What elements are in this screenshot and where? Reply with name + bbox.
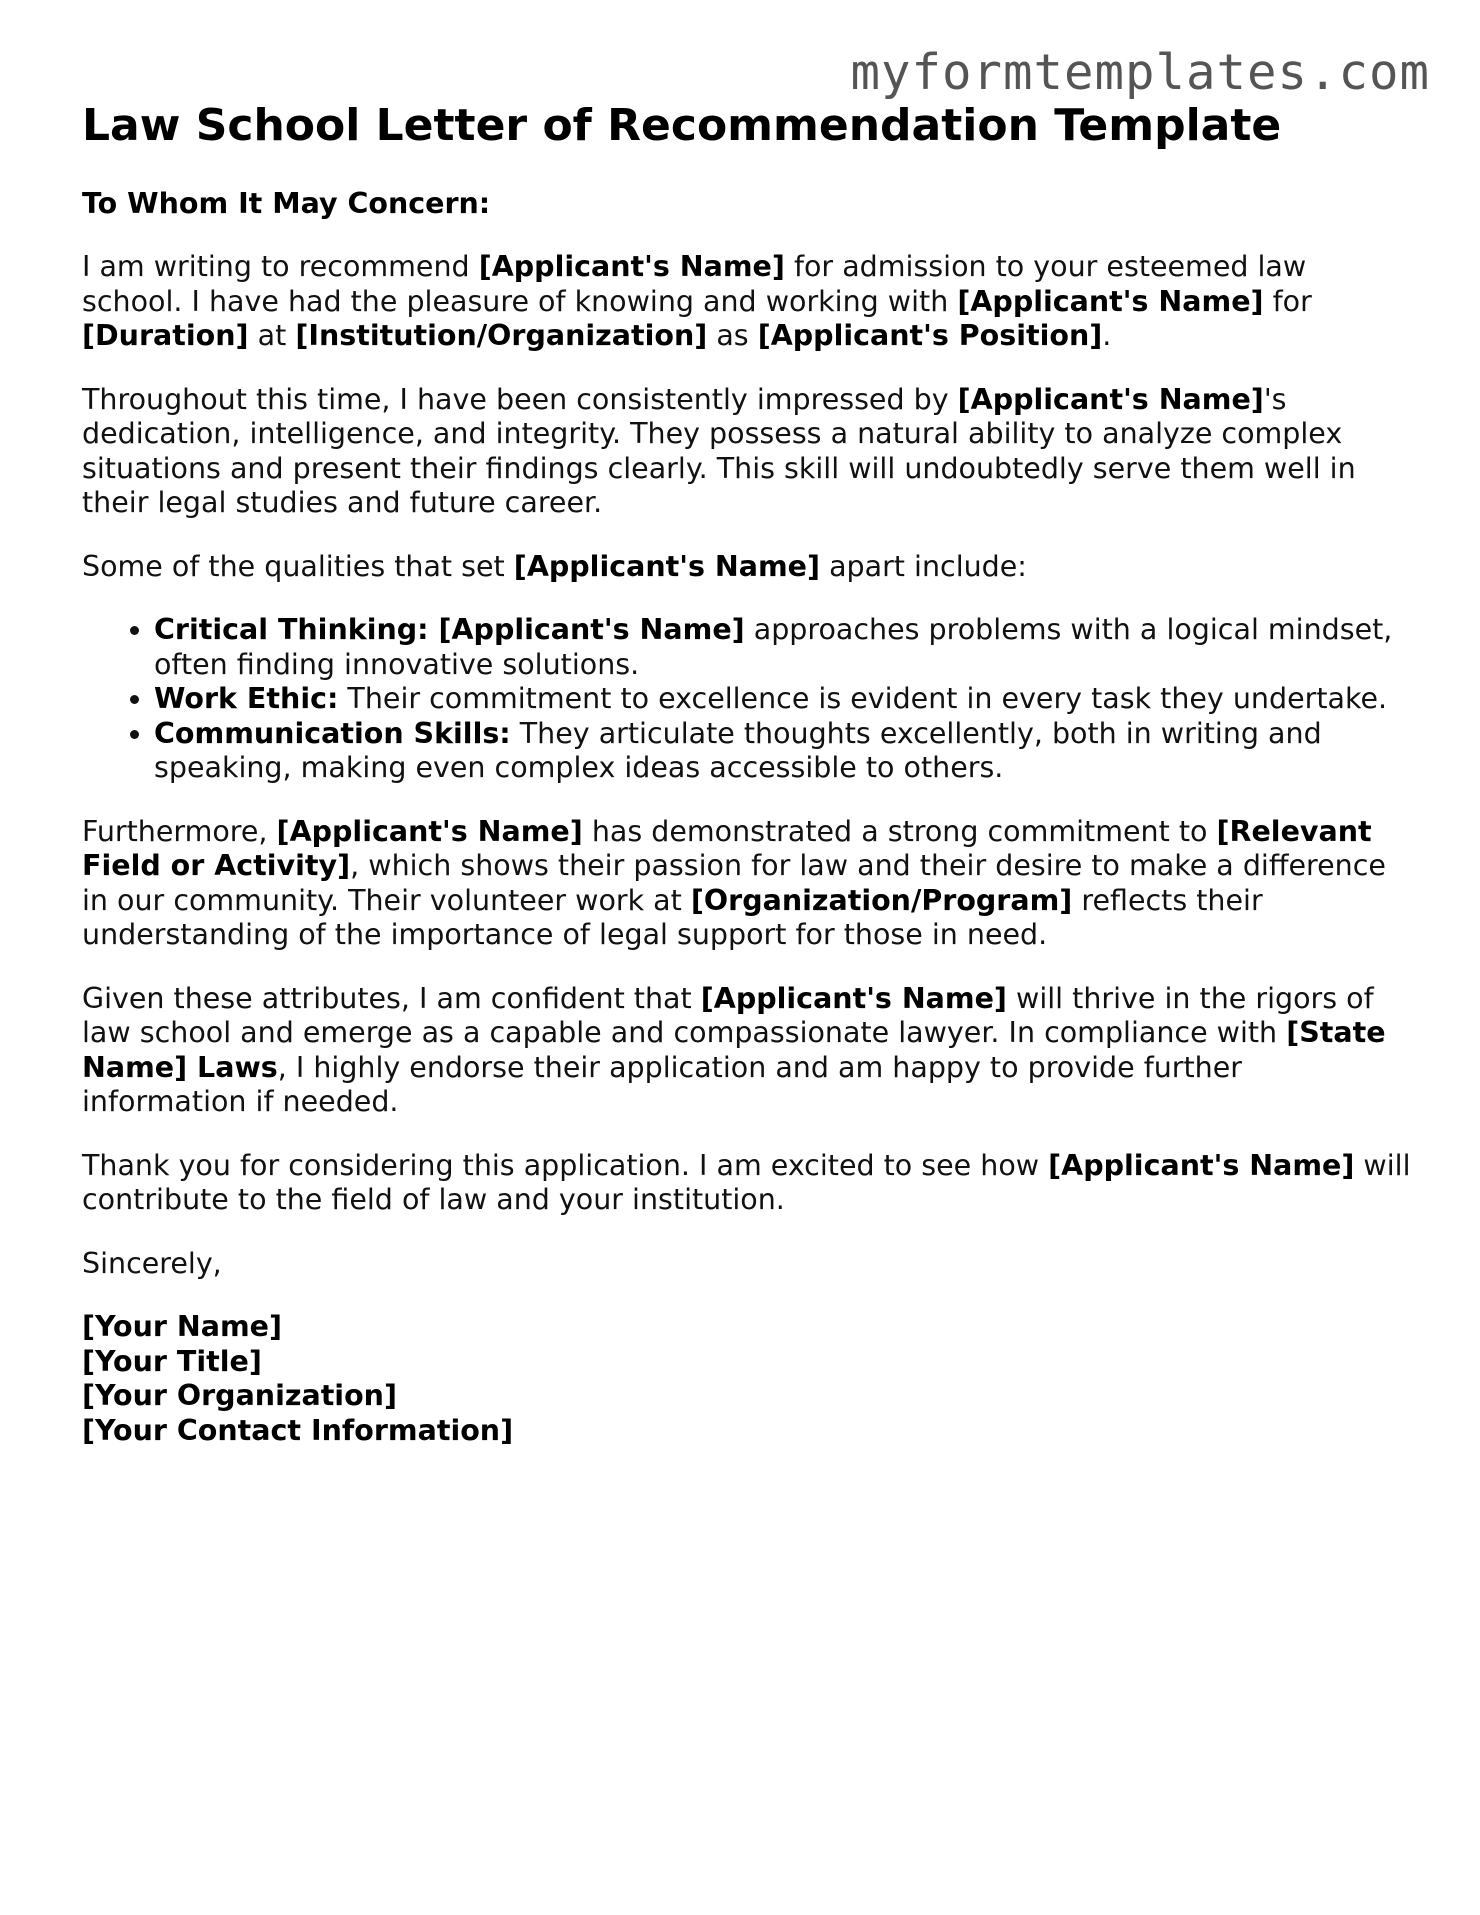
text: as xyxy=(707,319,758,353)
signature-name: [Your Name] xyxy=(82,1310,283,1344)
paragraph-endorsement xyxy=(82,982,1412,1120)
placeholder-applicant-name: [Applicant's Name] xyxy=(700,981,1007,1015)
page-title: Law School Letter of Recommendation Template xyxy=(82,100,1282,151)
quality-label: Work Ethic: xyxy=(154,682,339,716)
signature-title: [Your Title] xyxy=(82,1344,262,1378)
salutation-text: To Whom It May Concern: xyxy=(82,186,491,220)
placeholder-duration: [Duration] xyxy=(82,319,249,353)
paragraph-impression xyxy=(82,383,1412,521)
quality-text: They articulate thoughts excellently, both in writing and speaking, making even complex ideas accessible to others. xyxy=(154,716,1322,785)
watermark: myformtemplates.com xyxy=(850,44,1430,101)
text: , I highly endorse their application and am happy to provide further information if needed. xyxy=(82,1050,1242,1119)
text: at xyxy=(248,319,296,353)
text: Thank you for considering this application. I am excited to see how xyxy=(82,1148,1049,1182)
text: will thrive in the rigors of law school and emerge as a capable and compassionate lawyer. In compliance with xyxy=(82,981,1374,1050)
text: Some of the qualities that set xyxy=(82,549,514,583)
placeholder-organization-program: [Organization/Program] xyxy=(690,883,1073,917)
text: Furthermore, xyxy=(82,814,277,848)
placeholder-applicant-name: [Applicant's Name] xyxy=(1048,1148,1355,1182)
placeholder-applicant-name: [Applicant's Name] xyxy=(957,382,1264,416)
quality-text: Their commitment to excellence is evident in every task they undertake. xyxy=(338,682,1388,716)
placeholder-applicant-name: [Applicant's Name] xyxy=(276,814,583,848)
text: has demonstrated a strong commitment to xyxy=(582,814,1217,848)
placeholder-state-laws: [State Name] Laws xyxy=(82,1016,1386,1084)
text: apart include: xyxy=(820,549,1027,583)
paragraph-commitment xyxy=(82,815,1412,953)
paragraph-qualities-intro xyxy=(82,550,1412,585)
text: for xyxy=(1263,284,1312,318)
quality-label: Communication Skills: xyxy=(154,716,511,750)
text: will contribute to the field of law and your institution. xyxy=(82,1148,1411,1217)
quality-label: Critical Thinking: [Applicant's Name] xyxy=(154,613,745,647)
placeholder-position: [Applicant's Position] xyxy=(757,319,1103,353)
paragraph-intro xyxy=(82,250,1412,354)
signature-block xyxy=(82,1310,1412,1448)
placeholder-applicant-name: [Applicant's Name] xyxy=(513,549,821,583)
text: 's dedication, intelligence, and integrity. They possess a natural ability to analyze complex situations and present their findings clearly. This skill will undoubtedly serve them well in their legal studies and future career. xyxy=(82,382,1356,520)
letter-document xyxy=(82,100,1412,1448)
list-item xyxy=(154,613,1412,682)
signature-contact: [Your Contact Information] xyxy=(82,1413,514,1447)
text: I am writing to recommend xyxy=(82,250,479,284)
salutation xyxy=(82,187,1412,222)
paragraph-thanks xyxy=(82,1149,1412,1218)
list-item xyxy=(154,717,1412,786)
list-item xyxy=(154,682,1412,717)
placeholder-relevant-field: [Relevant Field or Activity] xyxy=(82,814,1372,883)
placeholder-institution: [Institution/Organization] xyxy=(295,319,708,353)
text: Given these attributes, I am confident that xyxy=(82,981,701,1015)
signature-organization: [Your Organization] xyxy=(82,1379,397,1413)
text: Throughout this time, I have been consistently impressed by xyxy=(82,382,958,416)
placeholder-applicant-name: [Applicant's Name] xyxy=(478,250,785,284)
text: . xyxy=(1102,319,1112,353)
text: , which shows their passion for law and their desire to make a difference in our community. Their volunteer work at xyxy=(82,849,1386,917)
placeholder-applicant-name: [Applicant's Name] xyxy=(957,284,1264,318)
quality-text: approaches problems with a logical mindset, often finding innovative solutions. xyxy=(154,613,1393,681)
text: reflects their understanding of the importance of legal support for those in need. xyxy=(82,883,1263,952)
closing: Sincerely, xyxy=(82,1246,222,1280)
qualities-list xyxy=(82,613,1412,786)
text: for admission to your esteemed law school. I have had the pleasure of knowing and working with xyxy=(82,250,1307,318)
